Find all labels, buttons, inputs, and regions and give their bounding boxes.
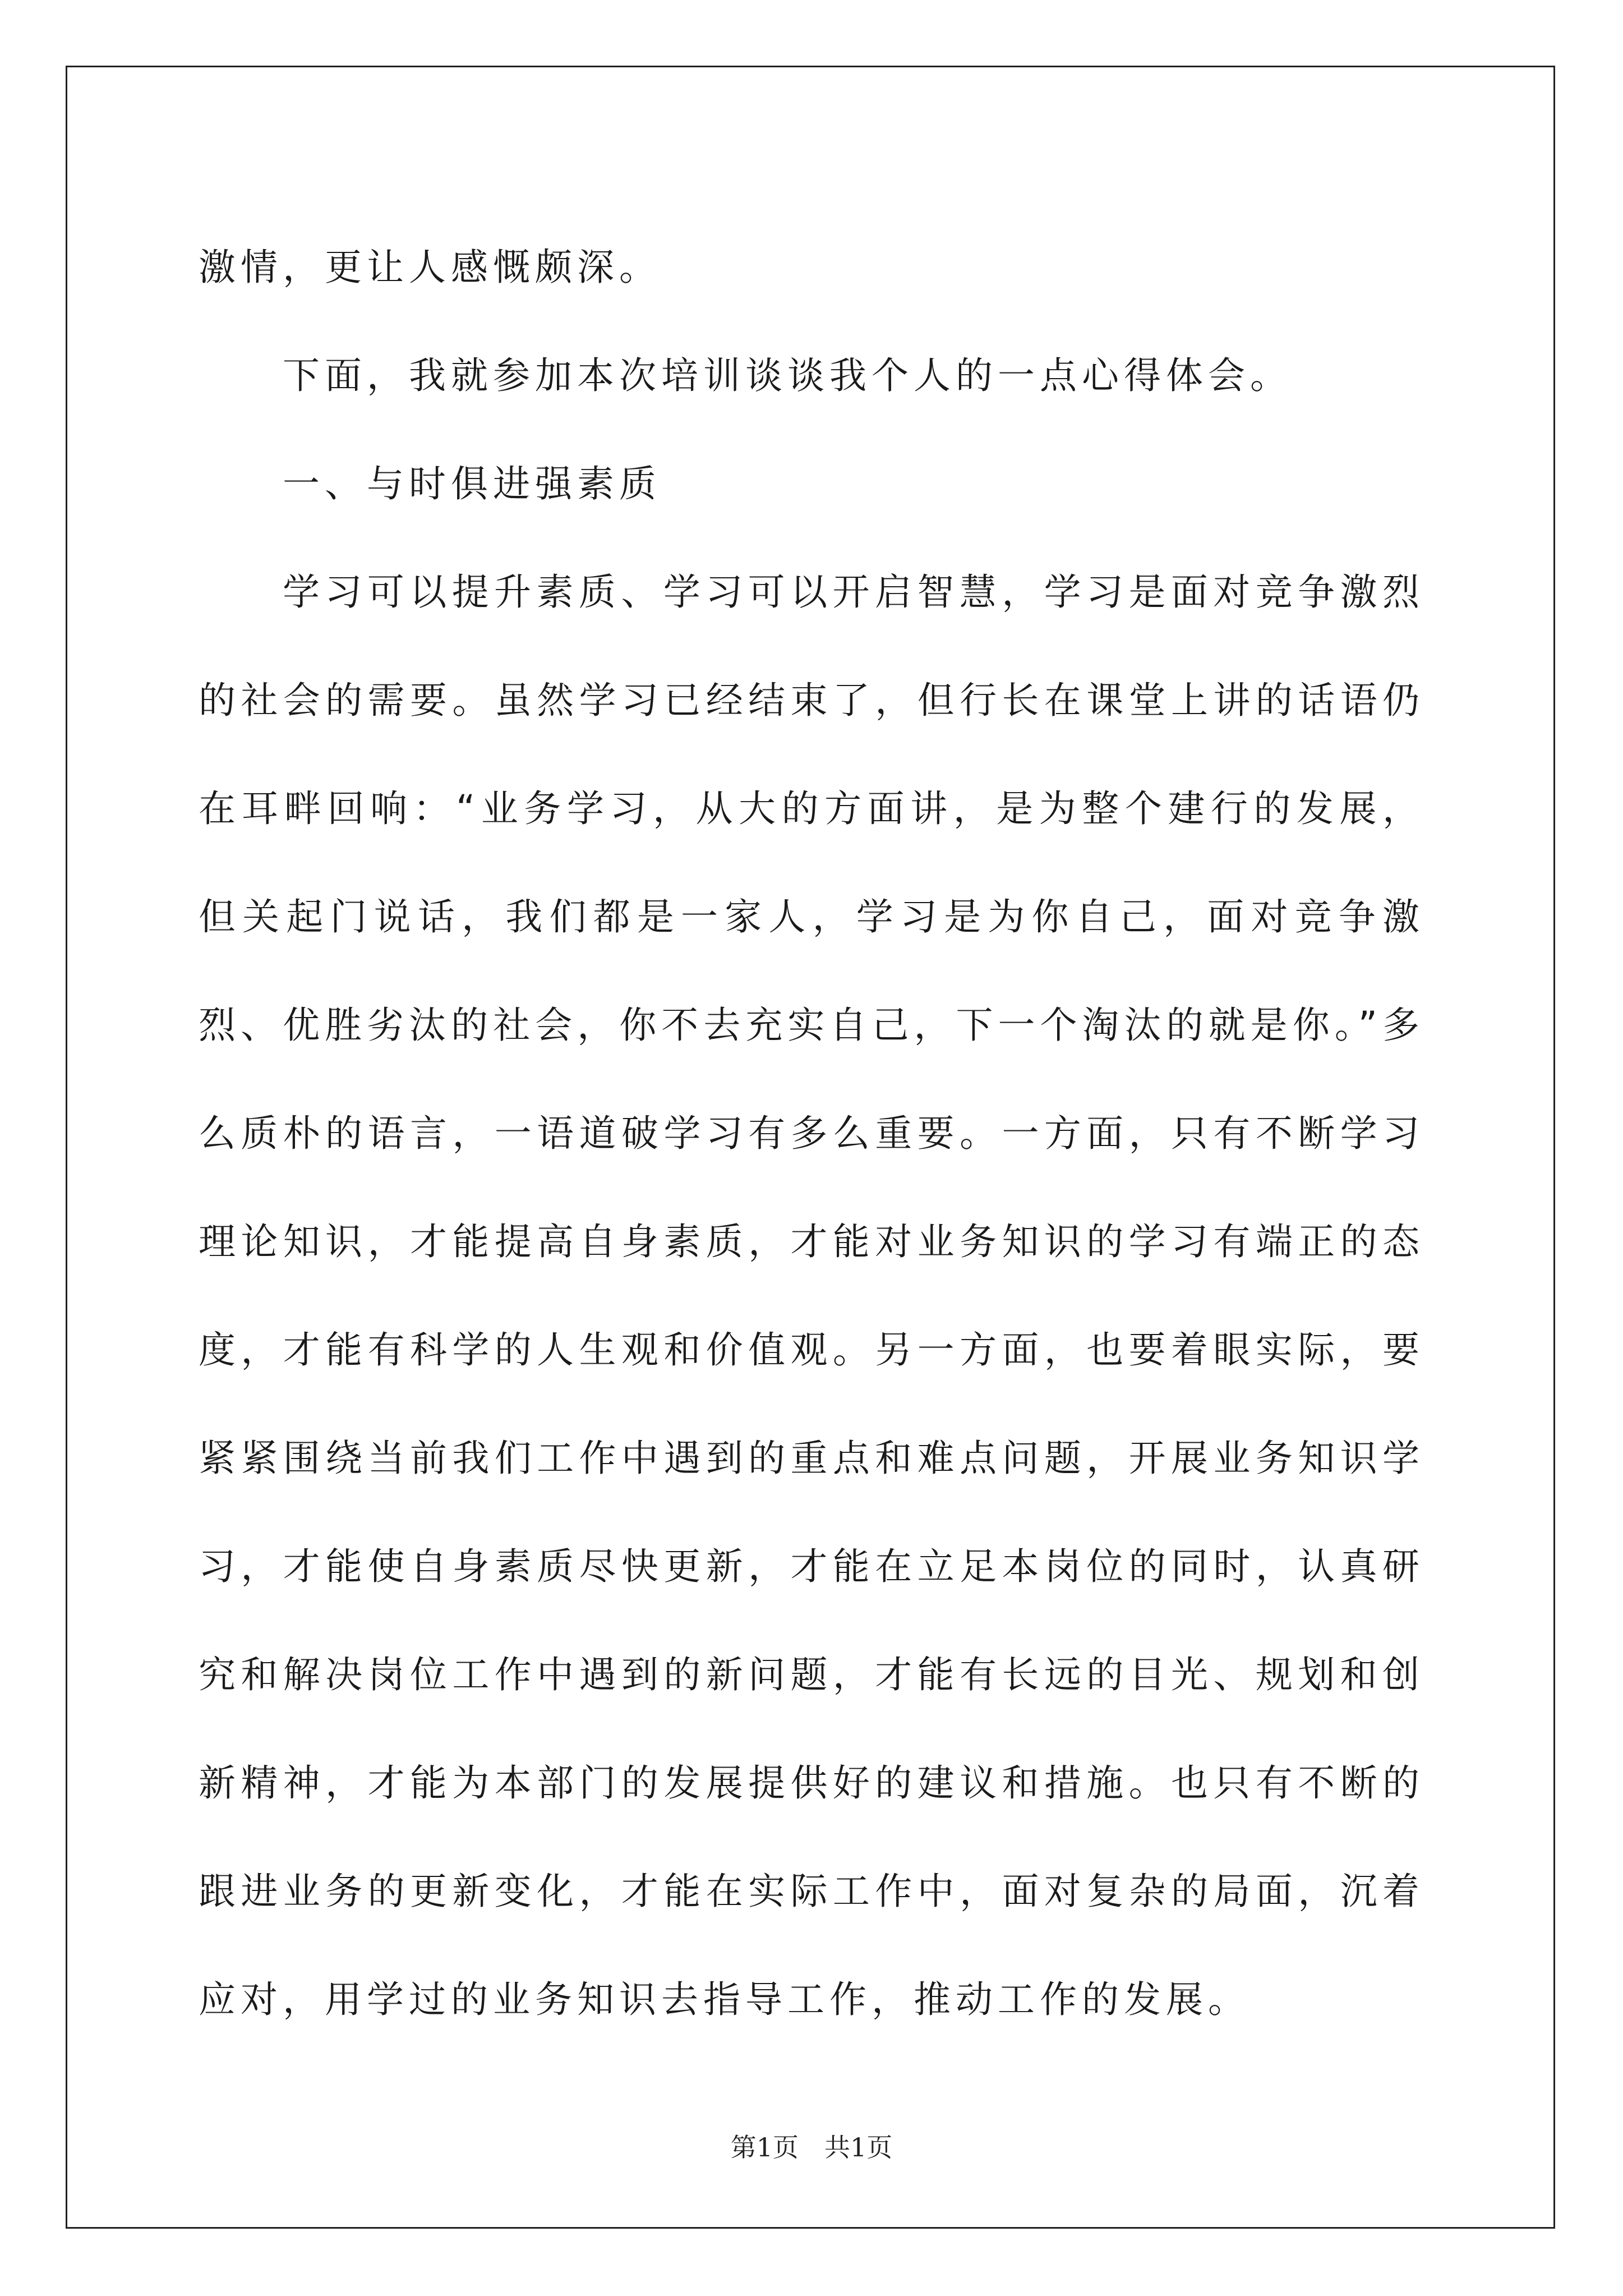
paragraph-intro: 下面，我就参加本次培训谈谈我个人的一点心得体会。 — [283, 354, 1292, 397]
document-body — [199, 213, 1424, 2054]
paragraph-body: 学习可以提升素质、学习可以开启智慧，学习是面对竞争激烈的社会的需要。虽然学习已经结束了，但行长在课堂上讲的话语仍在耳畔回响：“业务学习，从大的方面讲，是为整个建行的发展，但关起门说话，我们都是一家人，学习是为你自己，面对竞争激烈、优胜劣汰的社会，你不去充实自己，下一个淘汰的就是你。”多么质朴的语言，一语道破学习有多么重要。一方面，只有不断学习理论知识，才能提高自身素质，才能对业务知识的学习有端正的态度，才能有科学的人生观和价值观。另一方面，也要着眼实际，要紧紧围绕当前我们工作中遇到的重点和难点问题，开展业务知识学习，才能使自身素质尽快更新，才能在立足本岗位的同时，认真研究和解决岗位工作中遇到的新问题，才能有长远的目光、规划和创新精神，才能为本部门的发展提供好的建议和措施。也只有不断的跟进业务的更新变化，才能在实际工作中，面对复杂的局面，沉着应对，用学过的业务知识去指导工作，推动工作的发展。 — [199, 570, 1424, 2021]
page-footer: 第1页 共1页 — [730, 2132, 893, 2162]
section-heading: 一、与时俱进强素质 — [283, 462, 661, 505]
paragraph-continuation: 激情，更让人感慨颇深。 — [199, 246, 661, 289]
